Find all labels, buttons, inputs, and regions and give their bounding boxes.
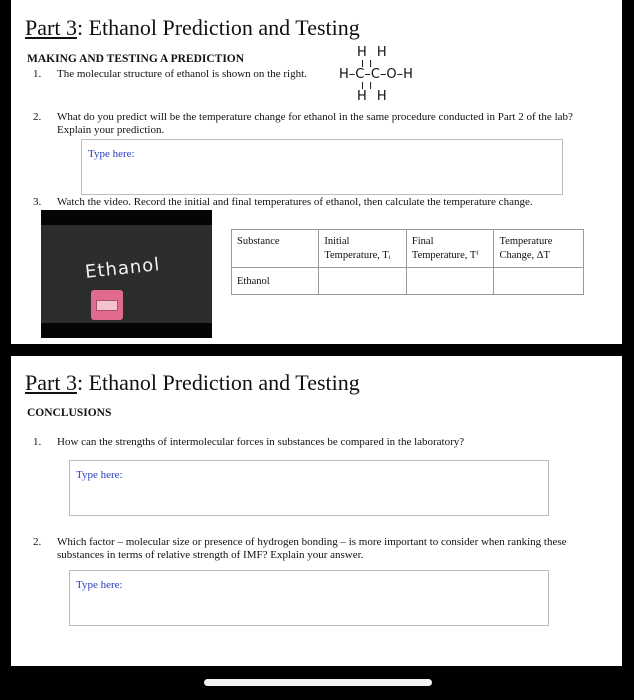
header-temp-change: Temperature Change, ΔT (494, 230, 584, 268)
header-final-temp: Final Temperature, Tᶠ (406, 230, 494, 268)
video-label: Ethanol (84, 254, 162, 283)
conclusion-answer-box-2[interactable] (69, 570, 549, 626)
question-text: How can the strengths of intermolecular forces in substances be compared in the laboratory? (57, 436, 465, 448)
question-text: Watch the video. Record the initial and final temperatures of ethanol, then calculate the temperature change. (57, 196, 533, 208)
question-number: 1. (33, 436, 42, 448)
page-title: Part 3: Ethanol Prediction and Testing (25, 370, 360, 395)
section-heading: MAKING AND TESTING A PREDICTION (27, 53, 245, 65)
question-number: 2. (33, 536, 42, 548)
worksheet-page-prediction: Part 3: Ethanol Prediction and Testing MAKING AND TESTING A PREDICTION 1. The molecular structure of ethanol is shown on the right. H H I I H–C–C–O–H I I H H 2. What do you predict will be the temperature change for ethanol in the same procedure conducted in Part 2 of the lab? Explain your prediction. Type here: 3. Watch the video. Record the initial and final temperatures of ethanol, then calculate the temperature change. Ethanol Substance Initial Temperature, Tᵢ Final Temperature, Tᶠ Temperature Change, ΔT Ethanol (11, 0, 622, 344)
header-initial-temp: Initial Temperature, Tᵢ (319, 230, 407, 268)
answer-placeholder: Type here: (76, 579, 123, 591)
section-heading: CONCLUSIONS (27, 407, 112, 419)
cell-temp-change-input[interactable] (494, 268, 584, 295)
cell-final-temp-input[interactable] (406, 268, 494, 295)
table-row (232, 268, 584, 295)
prediction-answer-box[interactable] (81, 139, 563, 195)
question-number: 1. (33, 68, 42, 80)
answer-placeholder: Type here: (76, 469, 123, 481)
question-text: What do you predict will be the temperature change for ethanol in the same procedure conducted in Part 2 of the lab? Explain your prediction. (57, 111, 573, 136)
page-title: Part 3: Ethanol Prediction and Testing (25, 15, 360, 40)
table-header-row (232, 230, 584, 268)
thermometer-device (91, 290, 123, 320)
question-text: The molecular structure of ethanol is shown on the right. (57, 68, 307, 80)
cell-initial-temp-input[interactable] (319, 268, 407, 295)
question-number: 2. (33, 111, 42, 123)
question-number: 3. (33, 196, 42, 208)
question-text: Which factor – molecular size or presence of hydrogen bonding – is more important to consider when ranking these substances in terms of relative strength of IMF? Explain your answer. (57, 536, 567, 561)
cell-substance: Ethanol (232, 268, 319, 295)
answer-placeholder: Type here: (88, 148, 135, 160)
home-indicator[interactable] (204, 679, 432, 686)
header-substance: Substance (232, 230, 319, 268)
temperature-table (231, 229, 584, 295)
worksheet-page-conclusions (11, 356, 622, 666)
conclusion-answer-box-1[interactable] (69, 460, 549, 516)
ethanol-video[interactable] (41, 210, 212, 338)
